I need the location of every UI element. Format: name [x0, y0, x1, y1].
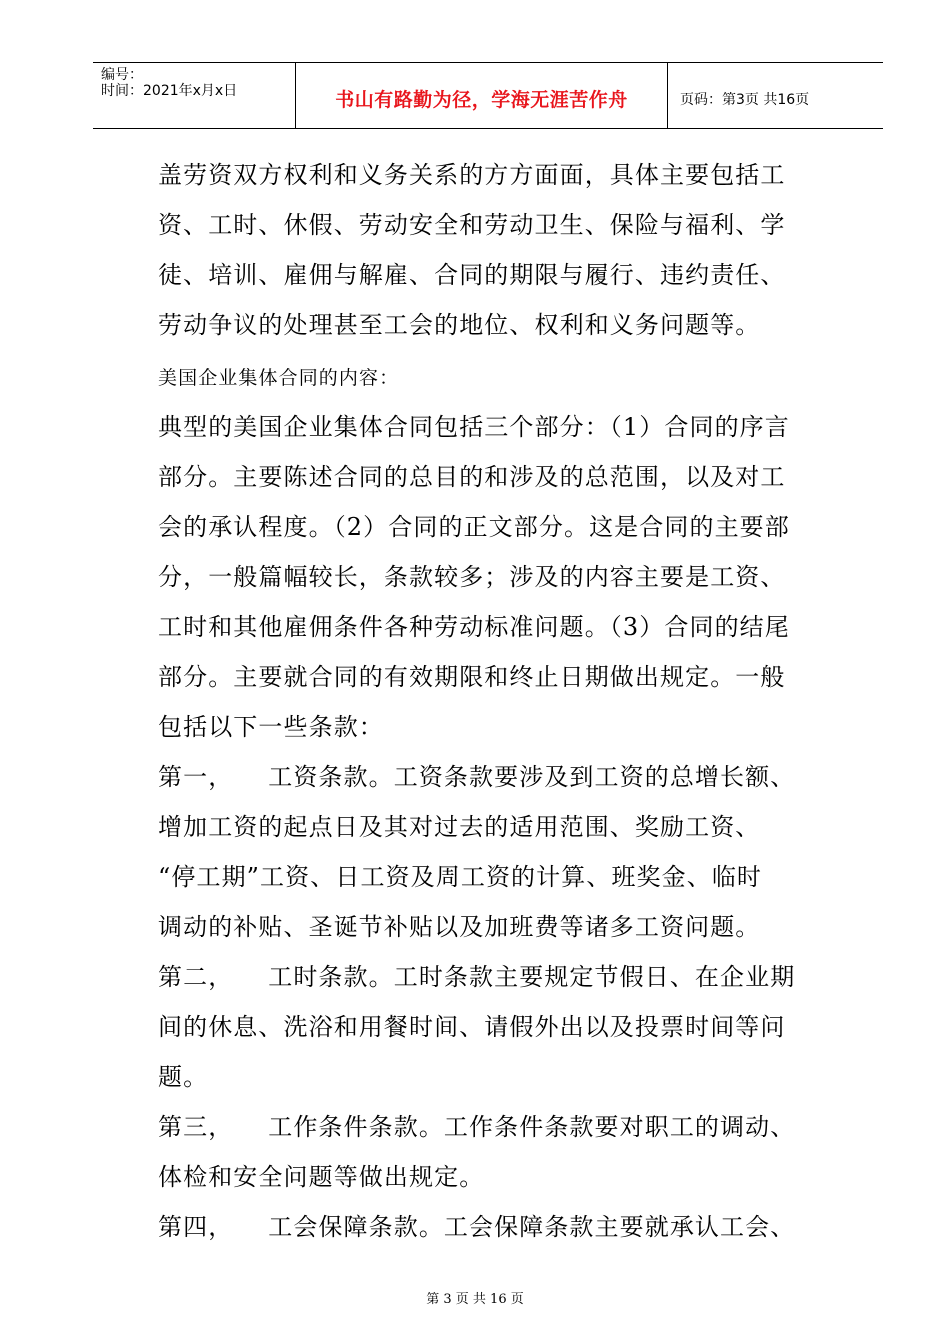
body-line: 徒、培训、雇佣与解雇、合同的期限与履行、违约责任、	[158, 261, 786, 289]
body-line: 劳动争议的处理甚至工会的地位、权利和义务问题等。	[158, 311, 761, 339]
body-line: 盖劳资双方权利和义务关系的方方面面，具体主要包括工	[158, 161, 786, 189]
header-motto: 书山有路勤为径，学海无涯苦作舟	[335, 89, 628, 111]
body-line: 调动的补贴、圣诞节补贴以及加班费等诸多工资问题。	[158, 913, 761, 941]
body-line: 部分。主要就合同的有效期限和终止日期做出规定。一般	[158, 663, 786, 691]
body-line: 会的承认程度。（2）合同的正文部分。这是合同的主要部	[158, 513, 790, 541]
body-line: 分，一般篇幅较长，条款较多；涉及的内容主要是工资、	[158, 563, 786, 591]
header-meta-cell	[93, 63, 295, 128]
body-line: 资、工时、休假、劳动安全和劳动卫生、保险与福利、学	[158, 211, 786, 239]
body-line: 间的休息、洗浴和用餐时间、请假外出以及投票时间等问	[158, 1013, 786, 1041]
body-line: 包括以下一些条款：	[158, 713, 384, 741]
document-number-label: 编号：	[101, 67, 143, 83]
document-header	[93, 62, 883, 129]
body-line: 部分。主要陈述合同的总目的和涉及的总范围，以及对工	[158, 463, 786, 491]
body-line: 美国企业集体合同的内容：	[158, 367, 400, 389]
body-line: 工时和其他雇佣条件各种劳动标准问题。（3）合同的结尾	[158, 613, 790, 641]
document-time-label: 时间：2021年x月x日	[101, 83, 238, 99]
header-page-cell	[668, 63, 883, 128]
body-line: 题。	[158, 1063, 209, 1091]
header-motto-cell	[295, 63, 668, 128]
body-line: 第三， 工作条件条款。工作条件条款要对职工的调动、	[158, 1113, 796, 1141]
page-footer: 第 3 页 共 16 页	[426, 1292, 524, 1307]
body-line: 第四， 工会保障条款。工会保障条款主要就承认工会、	[158, 1213, 796, 1241]
header-page-info: 页码：第3页 共16页	[680, 92, 810, 108]
body-line: 增加工资的起点日及其对过去的适用范围、奖励工资、	[158, 813, 761, 841]
body-line: “停工期”工资、日工资及周工资的计算、班奖金、临时	[158, 863, 763, 891]
body-line: 典型的美国企业集体合同包括三个部分：（1）合同的序言	[158, 413, 790, 441]
body-line: 第二， 工时条款。工时条款主要规定节假日、在企业期	[158, 963, 796, 991]
body-line: 第一， 工资条款。工资条款要涉及到工资的总增长额、	[158, 763, 796, 791]
body-line: 体检和安全问题等做出规定。	[158, 1163, 485, 1191]
